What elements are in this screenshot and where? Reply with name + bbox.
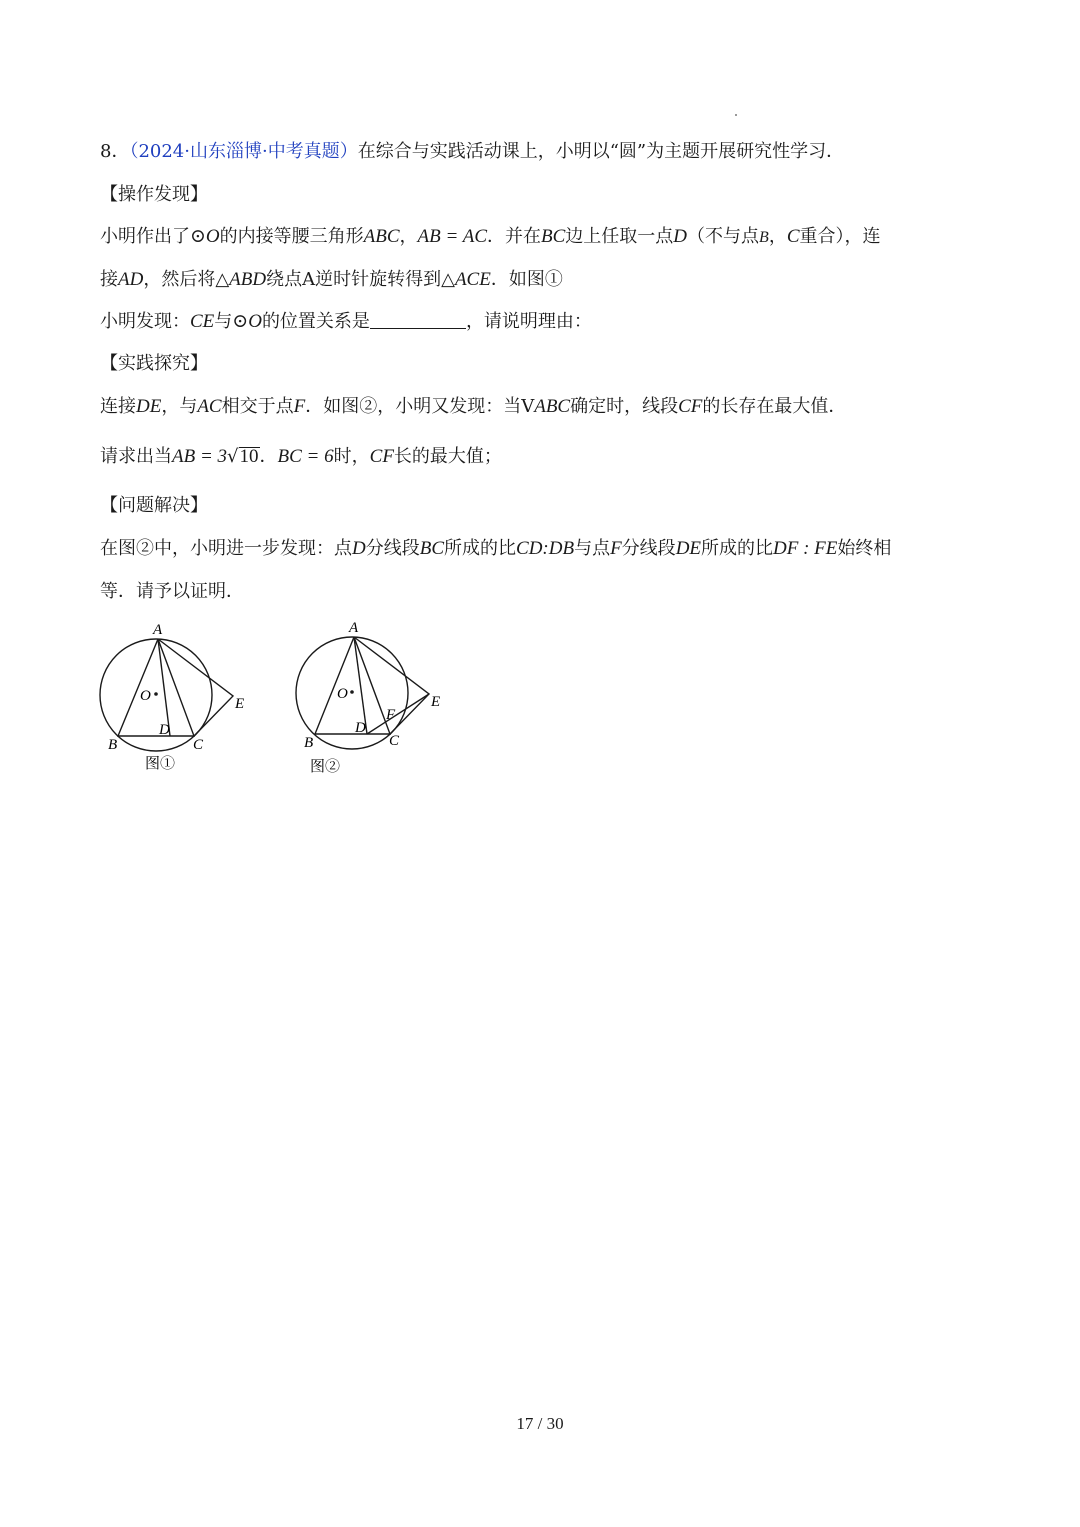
fig2-label-e: E: [431, 694, 441, 710]
section1-line3: 小明发现：CE与⊙O的位置关系是 ，请说明理由：: [100, 311, 592, 332]
problem-number: 8．: [100, 141, 130, 162]
fig1-label-a: A: [153, 622, 163, 638]
section1-line2: 接AD，然后将△ABD绕点A逆时针旋转得到△ACE．如图①: [100, 269, 563, 290]
fig1-triangle-abc: [118, 639, 194, 736]
problem-header: 8．（2024·山东淄博·中考真题）在综合与实践活动课上，小明以“圆”为主题开展研究性学习．: [100, 141, 845, 162]
fig1-center-dot: [154, 692, 158, 696]
sqrt-sign: √: [227, 446, 239, 467]
fig1-caption: 图①: [145, 756, 176, 772]
fig2-label-a: A: [349, 620, 359, 636]
page-number: 17 / 30: [516, 1414, 564, 1433]
fig2-label-d: D: [355, 720, 366, 736]
fig2-segment-de: [367, 694, 429, 734]
section3-line1: 在图②中，小明进一步发现：点D分线段BC所成的比CD:DB与点F分线段DE所成的比DF : FE始终相: [100, 538, 892, 559]
figure-1: [90, 618, 260, 778]
fig2-label-b: B: [304, 735, 314, 751]
section-heading-operation: 【操作发现】: [100, 184, 208, 205]
fig1-label-o: O: [140, 688, 151, 704]
fig1-label-c: C: [193, 737, 204, 753]
fig2-label-o: O: [337, 686, 348, 702]
fig2-label-c: C: [389, 733, 400, 749]
problem-source-link[interactable]: 2024·山东淄博·中考真题: [138, 141, 340, 162]
fig2-caption: 图②: [310, 759, 341, 775]
section-heading-practice: 【实践探究】: [100, 353, 208, 374]
section2-line1: 连接DE，与AC相交于点F．如图②，小明又发现：当VABC确定时，线段CF的长存在最大值．: [100, 396, 847, 417]
problem-intro: 在综合与实践活动课上，小明以“圆”为主题开展研究性学习．: [357, 141, 845, 162]
fig1-label-e: E: [235, 696, 245, 712]
figure-2: [285, 616, 455, 780]
answer-blank[interactable]: [370, 310, 466, 329]
fig1-label-d: D: [159, 722, 170, 738]
fig2-center-dot: [350, 690, 354, 694]
fig1-label-b: B: [108, 737, 118, 753]
section3-line2: 等．请予以证明．: [100, 581, 244, 602]
fig2-label-f: F: [386, 707, 396, 723]
fig2-triangle-abc: [315, 637, 390, 734]
section1-line1: 小明作出了⊙O的内接等腰三角形ABC，AB = AC．并在BC边上任取一点D（不与点B，C重合），连: [100, 226, 881, 247]
scan-speck: [735, 114, 737, 116]
section2-line2: 请求出当AB = 3√10．BC = 6时，CF长的最大值；: [100, 446, 502, 467]
section-heading-solution: 【问题解决】: [100, 495, 208, 516]
